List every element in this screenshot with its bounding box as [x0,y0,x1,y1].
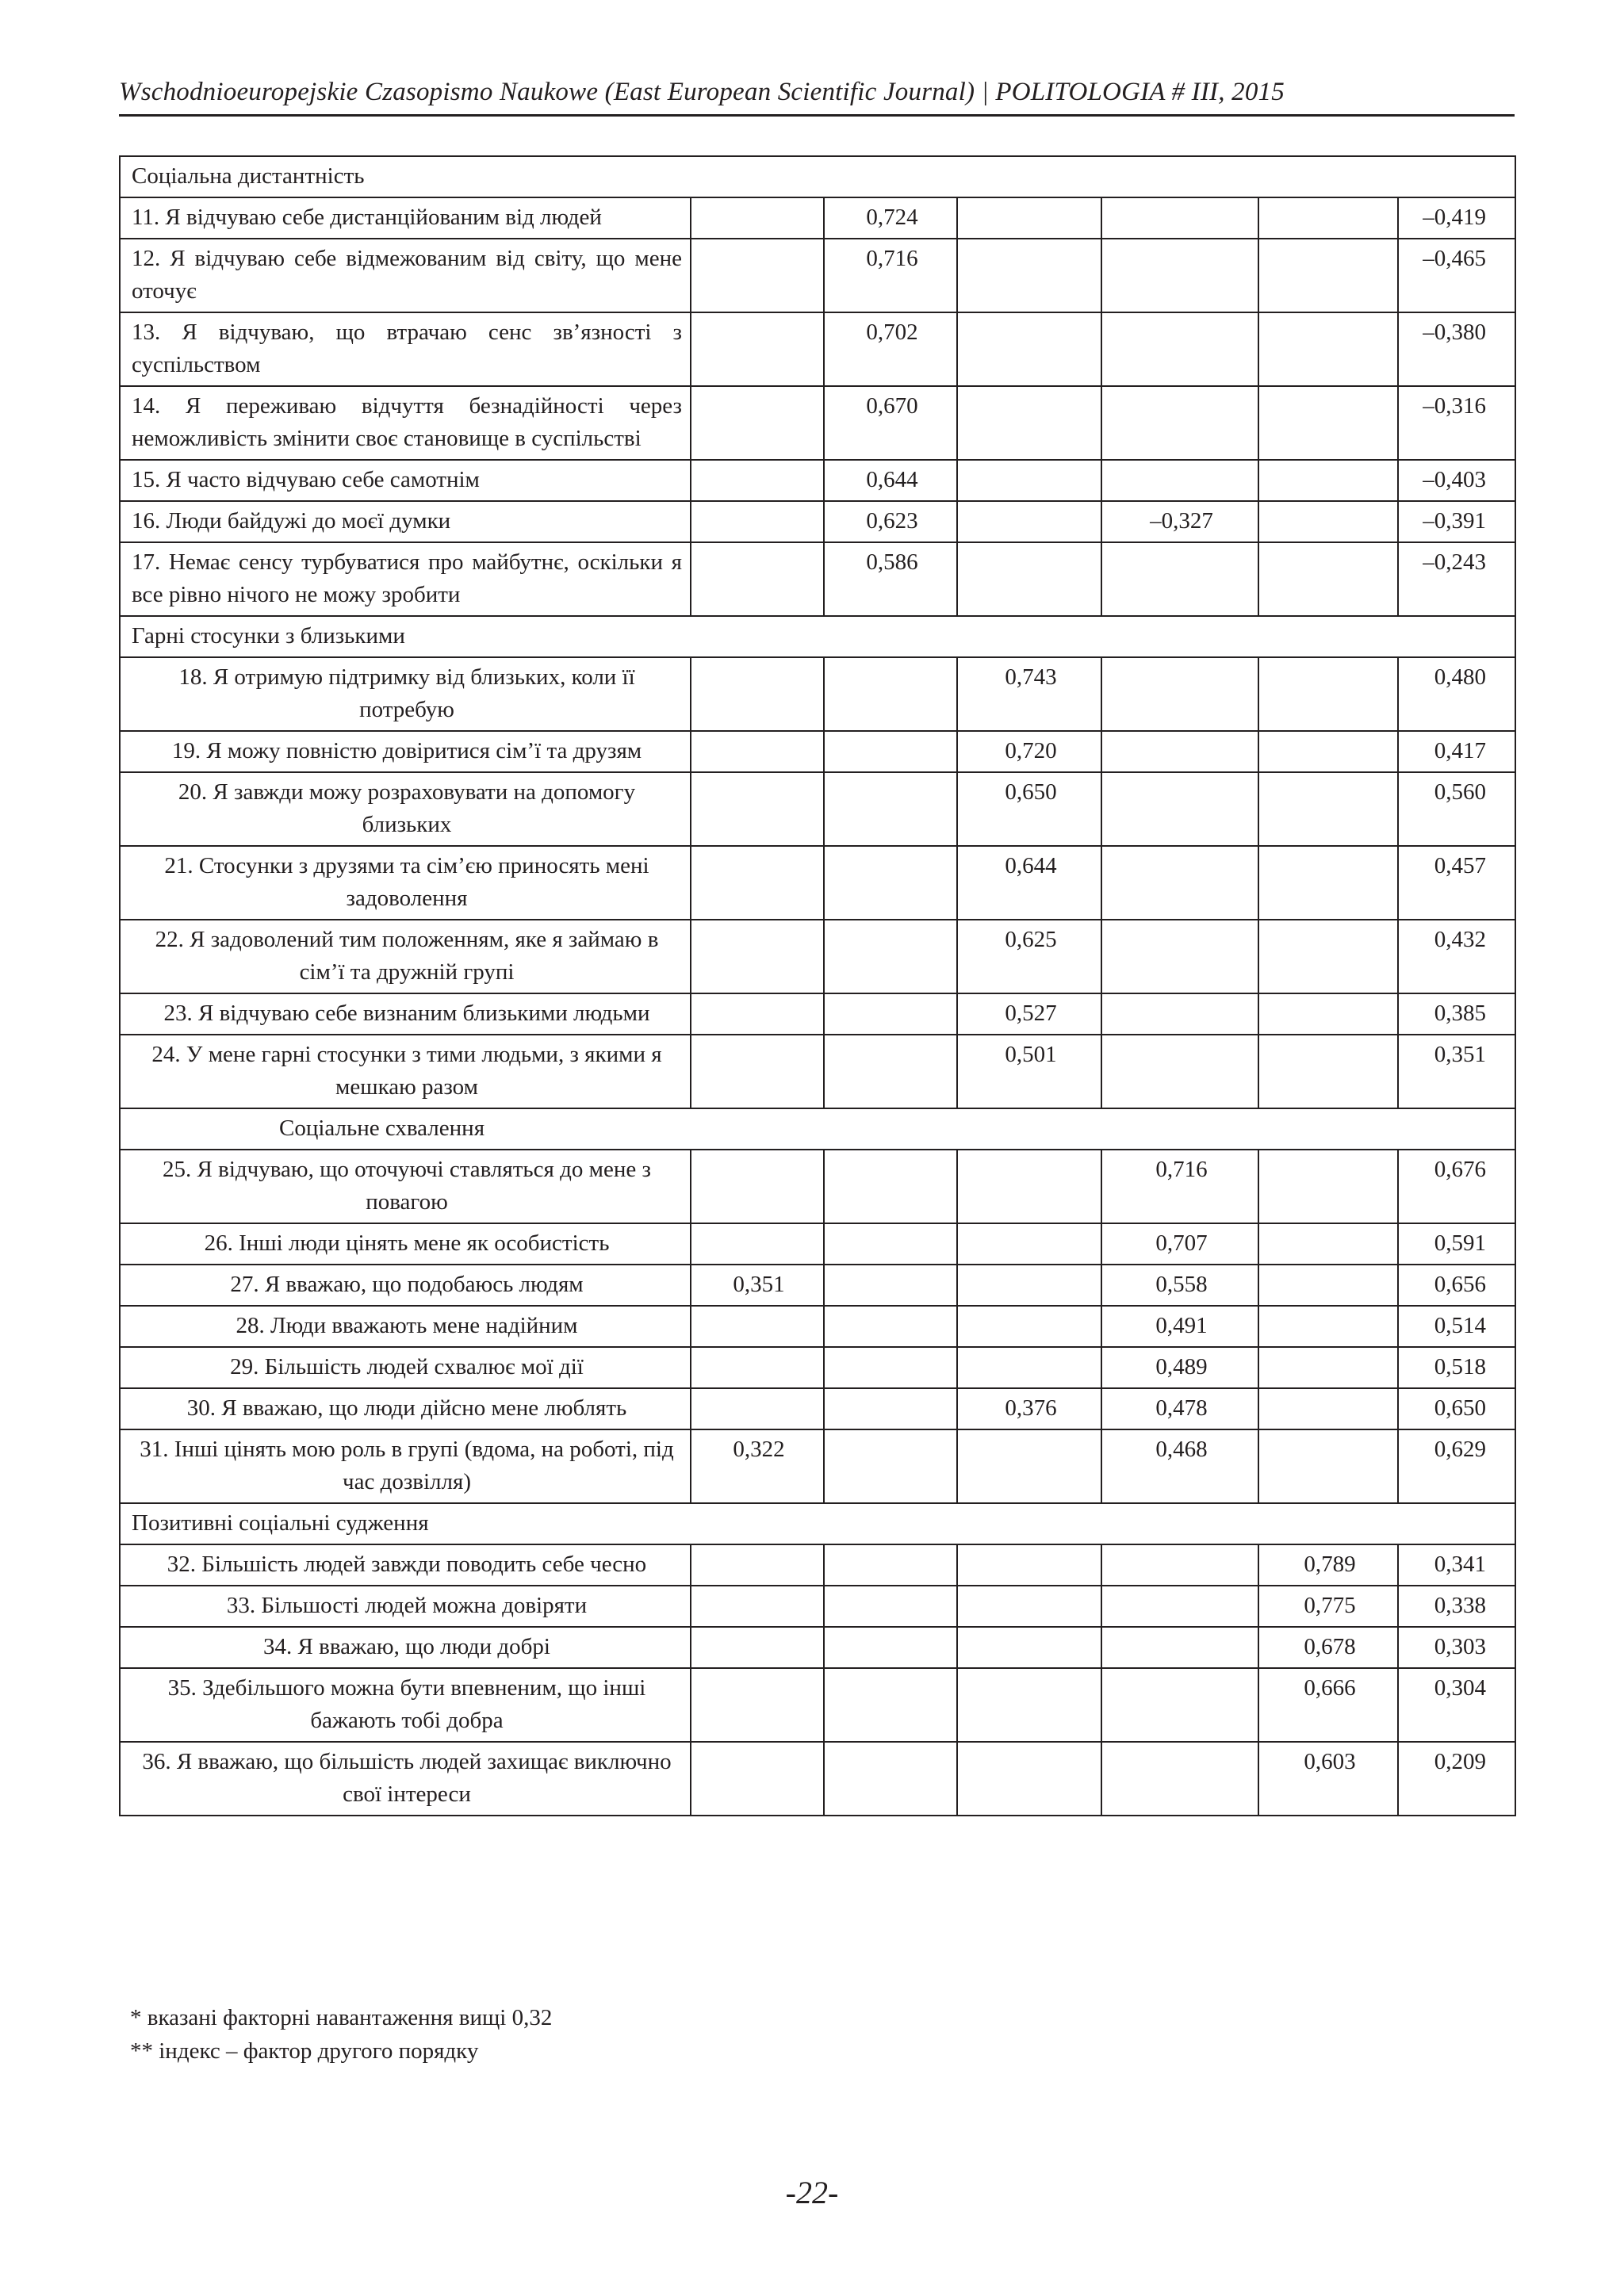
factor-1-loading-cell [691,1347,824,1388]
index-loading-cell: 0,209 [1398,1742,1515,1816]
factor-1-loading-cell [691,542,824,616]
factor-5-loading-cell: 0,775 [1258,1586,1398,1627]
factor-1-loading-cell [691,1388,824,1429]
factor-5-loading-cell: 0,789 [1258,1544,1398,1586]
index-loading-cell: 0,351 [1398,1035,1515,1108]
factor-4-loading-cell [1101,846,1258,920]
factor-4-loading-cell [1101,239,1258,312]
index-loading-cell: 0,629 [1398,1429,1515,1503]
item-text: 21. Стосунки з друзями та сім’єю приносять мені задоволення [120,846,691,920]
factor-1-loading-cell [691,501,824,542]
factor-1-loading-cell [691,1742,824,1816]
factor-5-loading-cell [1258,312,1398,386]
factor-4-loading-cell [1101,731,1258,772]
section-row [120,1503,1515,1544]
factor-1-loading-cell [691,846,824,920]
factor-2-loading-cell: 0,623 [824,501,957,542]
table-body [120,156,1515,1816]
factor-3-loading-cell [957,1544,1101,1586]
factor-5-loading-cell: 0,678 [1258,1627,1398,1668]
factor-3-loading-cell [957,1668,1101,1742]
index-loading-cell: 0,432 [1398,920,1515,993]
factor-4-loading-cell: 0,558 [1101,1265,1258,1306]
factor-2-loading-cell: 0,716 [824,239,957,312]
factor-2-loading-cell [824,846,957,920]
factor-5-loading-cell [1258,542,1398,616]
item-text: 33. Більшості людей можна довіряти [120,1586,691,1627]
factor-5-loading-cell [1258,1265,1398,1306]
factor-3-loading-cell [957,1429,1101,1503]
factor-3-loading-cell: 0,644 [957,846,1101,920]
factor-2-loading-cell [824,1306,957,1347]
factor-4-loading-cell [1101,312,1258,386]
table-row [120,460,1515,501]
factor-3-loading-cell [957,1742,1101,1816]
item-text: 32. Більшість людей завжди поводить себе чесно [120,1544,691,1586]
factor-5-loading-cell [1258,1429,1398,1503]
factor-5-loading-cell [1258,1223,1398,1265]
factor-4-loading-cell [1101,1668,1258,1742]
header-rule [119,114,1515,117]
factor-1-loading-cell [691,1223,824,1265]
factor-2-loading-cell [824,1035,957,1108]
factor-3-loading-cell: 0,527 [957,993,1101,1035]
table-row [120,1544,1515,1586]
item-text: 13. Я відчуваю, що втрачаю сенс зв’язності з суспільством [120,312,691,386]
index-loading-cell: 0,656 [1398,1265,1515,1306]
factor-5-loading-cell: 0,666 [1258,1668,1398,1742]
index-loading-cell: 0,457 [1398,846,1515,920]
factor-4-loading-cell [1101,197,1258,239]
factor-1-loading-cell [691,657,824,731]
factor-loadings-table [119,155,1516,1816]
factor-4-loading-cell [1101,1627,1258,1668]
factor-1-loading-cell [691,1668,824,1742]
footnote-2: ** індекс – фактор другого порядку [130,2038,479,2064]
factor-1-loading-cell [691,386,824,460]
item-text: 23. Я відчуваю себе визнаним близькими людьми [120,993,691,1035]
factor-3-loading-cell [957,312,1101,386]
item-text: 27. Я вважаю, що подобаюсь людям [120,1265,691,1306]
factor-5-loading-cell [1258,993,1398,1035]
table-row [120,1347,1515,1388]
factor-1-loading-cell [691,460,824,501]
factor-2-loading-cell [824,1265,957,1306]
factor-5-loading-cell [1258,846,1398,920]
table-row [120,239,1515,312]
factor-5-loading-cell [1258,501,1398,542]
factor-3-loading-cell [957,239,1101,312]
factor-1-loading-cell [691,731,824,772]
factor-4-loading-cell: –0,327 [1101,501,1258,542]
item-text: 22. Я задоволений тим положенням, яке я займаю в сім’ї та дружній групі [120,920,691,993]
factor-1-loading-cell [691,772,824,846]
index-loading-cell: 0,341 [1398,1544,1515,1586]
factor-2-loading-cell [824,920,957,993]
index-loading-cell: –0,403 [1398,460,1515,501]
factor-1-loading-cell [691,1627,824,1668]
index-loading-cell: 0,650 [1398,1388,1515,1429]
factor-4-loading-cell: 0,491 [1101,1306,1258,1347]
index-loading-cell: –0,419 [1398,197,1515,239]
section-row [120,156,1515,197]
section-title: Гарні стосунки з близькими [120,616,1515,657]
factor-2-loading-cell: 0,724 [824,197,957,239]
factor-1-loading-cell [691,239,824,312]
table-row [120,1265,1515,1306]
item-text: 19. Я можу повністю довіритися сім’ї та друзям [120,731,691,772]
table-row [120,312,1515,386]
factor-4-loading-cell: 0,478 [1101,1388,1258,1429]
factor-4-loading-cell [1101,460,1258,501]
index-loading-cell: 0,480 [1398,657,1515,731]
factor-3-loading-cell [957,460,1101,501]
factor-3-loading-cell [957,1306,1101,1347]
section-row [120,616,1515,657]
page-number: -22- [785,2175,839,2210]
factor-4-loading-cell: 0,716 [1101,1150,1258,1223]
item-text: 20. Я завжди можу розраховувати на допомогу близьких [120,772,691,846]
factor-3-loading-cell [957,542,1101,616]
index-loading-cell: –0,465 [1398,239,1515,312]
factor-4-loading-cell: 0,468 [1101,1429,1258,1503]
factor-3-loading-cell: 0,625 [957,920,1101,993]
factor-4-loading-cell [1101,1586,1258,1627]
table-row [120,501,1515,542]
table-row [120,386,1515,460]
index-loading-cell: 0,304 [1398,1668,1515,1742]
factor-5-loading-cell [1258,1035,1398,1108]
item-text: 11. Я відчуваю себе дистанційованим від людей [120,197,691,239]
factor-4-loading-cell [1101,1544,1258,1586]
factor-1-loading-cell [691,312,824,386]
table-row [120,731,1515,772]
factor-3-loading-cell [957,501,1101,542]
factor-3-loading-cell: 0,650 [957,772,1101,846]
factor-5-loading-cell [1258,772,1398,846]
factor-1-loading-cell: 0,322 [691,1429,824,1503]
factor-3-loading-cell: 0,720 [957,731,1101,772]
factor-2-loading-cell: 0,586 [824,542,957,616]
running-header: Wschodnioeuropejskie Czasopismo Naukowe (East European Scientific Journal) | POLITOLOGIA # III, 2015 [119,78,1285,106]
factor-5-loading-cell [1258,197,1398,239]
item-text: 24. У мене гарні стосунки з тими людьми, з якими я мешкаю разом [120,1035,691,1108]
index-loading-cell: –0,391 [1398,501,1515,542]
factor-5-loading-cell [1258,1347,1398,1388]
factor-1-loading-cell [691,1150,824,1223]
table-row [120,542,1515,616]
item-text: 26. Інші люди цінять мене як особистість [120,1223,691,1265]
factor-2-loading-cell: 0,644 [824,460,957,501]
factor-5-loading-cell [1258,657,1398,731]
factor-1-loading-cell [691,993,824,1035]
factor-2-loading-cell [824,1150,957,1223]
factor-4-loading-cell: 0,707 [1101,1223,1258,1265]
factor-3-loading-cell [957,1265,1101,1306]
table-row [120,846,1515,920]
factor-1-loading-cell [691,1544,824,1586]
item-text: 36. Я вважаю, що більшість людей захищає виключно свої інтереси [120,1742,691,1816]
table-row [120,1150,1515,1223]
index-loading-cell: 0,338 [1398,1586,1515,1627]
factor-4-loading-cell [1101,542,1258,616]
index-loading-cell: 0,518 [1398,1347,1515,1388]
factor-1-loading-cell [691,197,824,239]
factor-4-loading-cell [1101,657,1258,731]
table-row [120,1627,1515,1668]
table-row [120,657,1515,731]
factor-2-loading-cell [824,1223,957,1265]
factor-3-loading-cell [957,1347,1101,1388]
factor-2-loading-cell [824,1586,957,1627]
factor-3-loading-cell: 0,501 [957,1035,1101,1108]
index-loading-cell: 0,591 [1398,1223,1515,1265]
item-text: 14. Я переживаю відчуття безнадійності через неможливість змінити своє становище в суспільстві [120,386,691,460]
factor-5-loading-cell [1258,460,1398,501]
factor-2-loading-cell [824,1742,957,1816]
footnote-1: * вказані факторні навантаження вищі 0,32 [130,2005,553,2030]
table-row [120,1223,1515,1265]
factor-4-loading-cell [1101,386,1258,460]
section-title: Позитивні соціальні судження [120,1503,1515,1544]
item-text: 17. Немає сенсу турбуватися про майбутнє, оскільки я все рівно нічого не можу зробити [120,542,691,616]
item-text: 28. Люди вважають мене надійним [120,1306,691,1347]
factor-2-loading-cell [824,772,957,846]
index-loading-cell: –0,316 [1398,386,1515,460]
factor-2-loading-cell [824,1544,957,1586]
factor-3-loading-cell: 0,376 [957,1388,1101,1429]
table-row [120,1306,1515,1347]
item-text: 30. Я вважаю, що люди дійсно мене люблять [120,1388,691,1429]
factor-5-loading-cell: 0,603 [1258,1742,1398,1816]
factor-3-loading-cell [957,1627,1101,1668]
factor-2-loading-cell [824,731,957,772]
factor-5-loading-cell [1258,1150,1398,1223]
table-row [120,920,1515,993]
factor-4-loading-cell: 0,489 [1101,1347,1258,1388]
table-row [120,1668,1515,1742]
item-text: 18. Я отримую підтримку від близьких, коли її потребую [120,657,691,731]
index-loading-cell: 0,676 [1398,1150,1515,1223]
index-loading-cell: 0,417 [1398,731,1515,772]
factor-5-loading-cell [1258,731,1398,772]
factor-5-loading-cell [1258,239,1398,312]
factor-4-loading-cell [1101,993,1258,1035]
factor-2-loading-cell [824,657,957,731]
section-title: Соціальне схвалення [120,1108,1515,1150]
factor-3-loading-cell: 0,743 [957,657,1101,731]
table-row [120,1035,1515,1108]
index-loading-cell: 0,303 [1398,1627,1515,1668]
section-row [120,1108,1515,1150]
factor-1-loading-cell [691,1586,824,1627]
factor-2-loading-cell: 0,670 [824,386,957,460]
item-text: 34. Я вважаю, що люди добрі [120,1627,691,1668]
item-text: 15. Я часто відчуваю себе самотнім [120,460,691,501]
factor-3-loading-cell [957,386,1101,460]
table-row [120,993,1515,1035]
factor-4-loading-cell [1101,920,1258,993]
table-row [120,772,1515,846]
factor-3-loading-cell [957,197,1101,239]
item-text: 12. Я відчуваю себе відмежованим від світу, що мене оточує [120,239,691,312]
item-text: 29. Більшість людей схвалює мої дії [120,1347,691,1388]
table-row [120,197,1515,239]
factor-1-loading-cell [691,1035,824,1108]
factor-2-loading-cell [824,1347,957,1388]
footnotes [130,2001,552,2068]
factor-4-loading-cell [1101,1742,1258,1816]
factor-1-loading-cell: 0,351 [691,1265,824,1306]
factor-2-loading-cell: 0,702 [824,312,957,386]
index-loading-cell: –0,243 [1398,542,1515,616]
table-row [120,1429,1515,1503]
item-text: 16. Люди байдужі до моєї думки [120,501,691,542]
factor-2-loading-cell [824,1668,957,1742]
table-row [120,1586,1515,1627]
item-text: 35. Здебільшого можна бути впевненим, що інші бажають тобі добра [120,1668,691,1742]
factor-3-loading-cell [957,1150,1101,1223]
index-loading-cell: 0,560 [1398,772,1515,846]
table-row [120,1388,1515,1429]
factor-5-loading-cell [1258,920,1398,993]
factor-2-loading-cell [824,1627,957,1668]
index-loading-cell: 0,514 [1398,1306,1515,1347]
factor-3-loading-cell [957,1223,1101,1265]
factor-1-loading-cell [691,1306,824,1347]
factor-4-loading-cell [1101,1035,1258,1108]
factor-1-loading-cell [691,920,824,993]
item-text: 31. Інші цінять мою роль в групі (вдома, на роботі, під час дозвілля) [120,1429,691,1503]
factor-4-loading-cell [1101,772,1258,846]
factor-2-loading-cell [824,1388,957,1429]
item-text: 25. Я відчуваю, що оточуючі ставляться до мене з повагою [120,1150,691,1223]
factor-3-loading-cell [957,1586,1101,1627]
section-title: Соціальна дистантність [120,156,1515,197]
table-row [120,1742,1515,1816]
factor-5-loading-cell [1258,1388,1398,1429]
index-loading-cell: 0,385 [1398,993,1515,1035]
factor-5-loading-cell [1258,1306,1398,1347]
factor-2-loading-cell [824,1429,957,1503]
factor-5-loading-cell [1258,386,1398,460]
factor-2-loading-cell [824,993,957,1035]
index-loading-cell: –0,380 [1398,312,1515,386]
